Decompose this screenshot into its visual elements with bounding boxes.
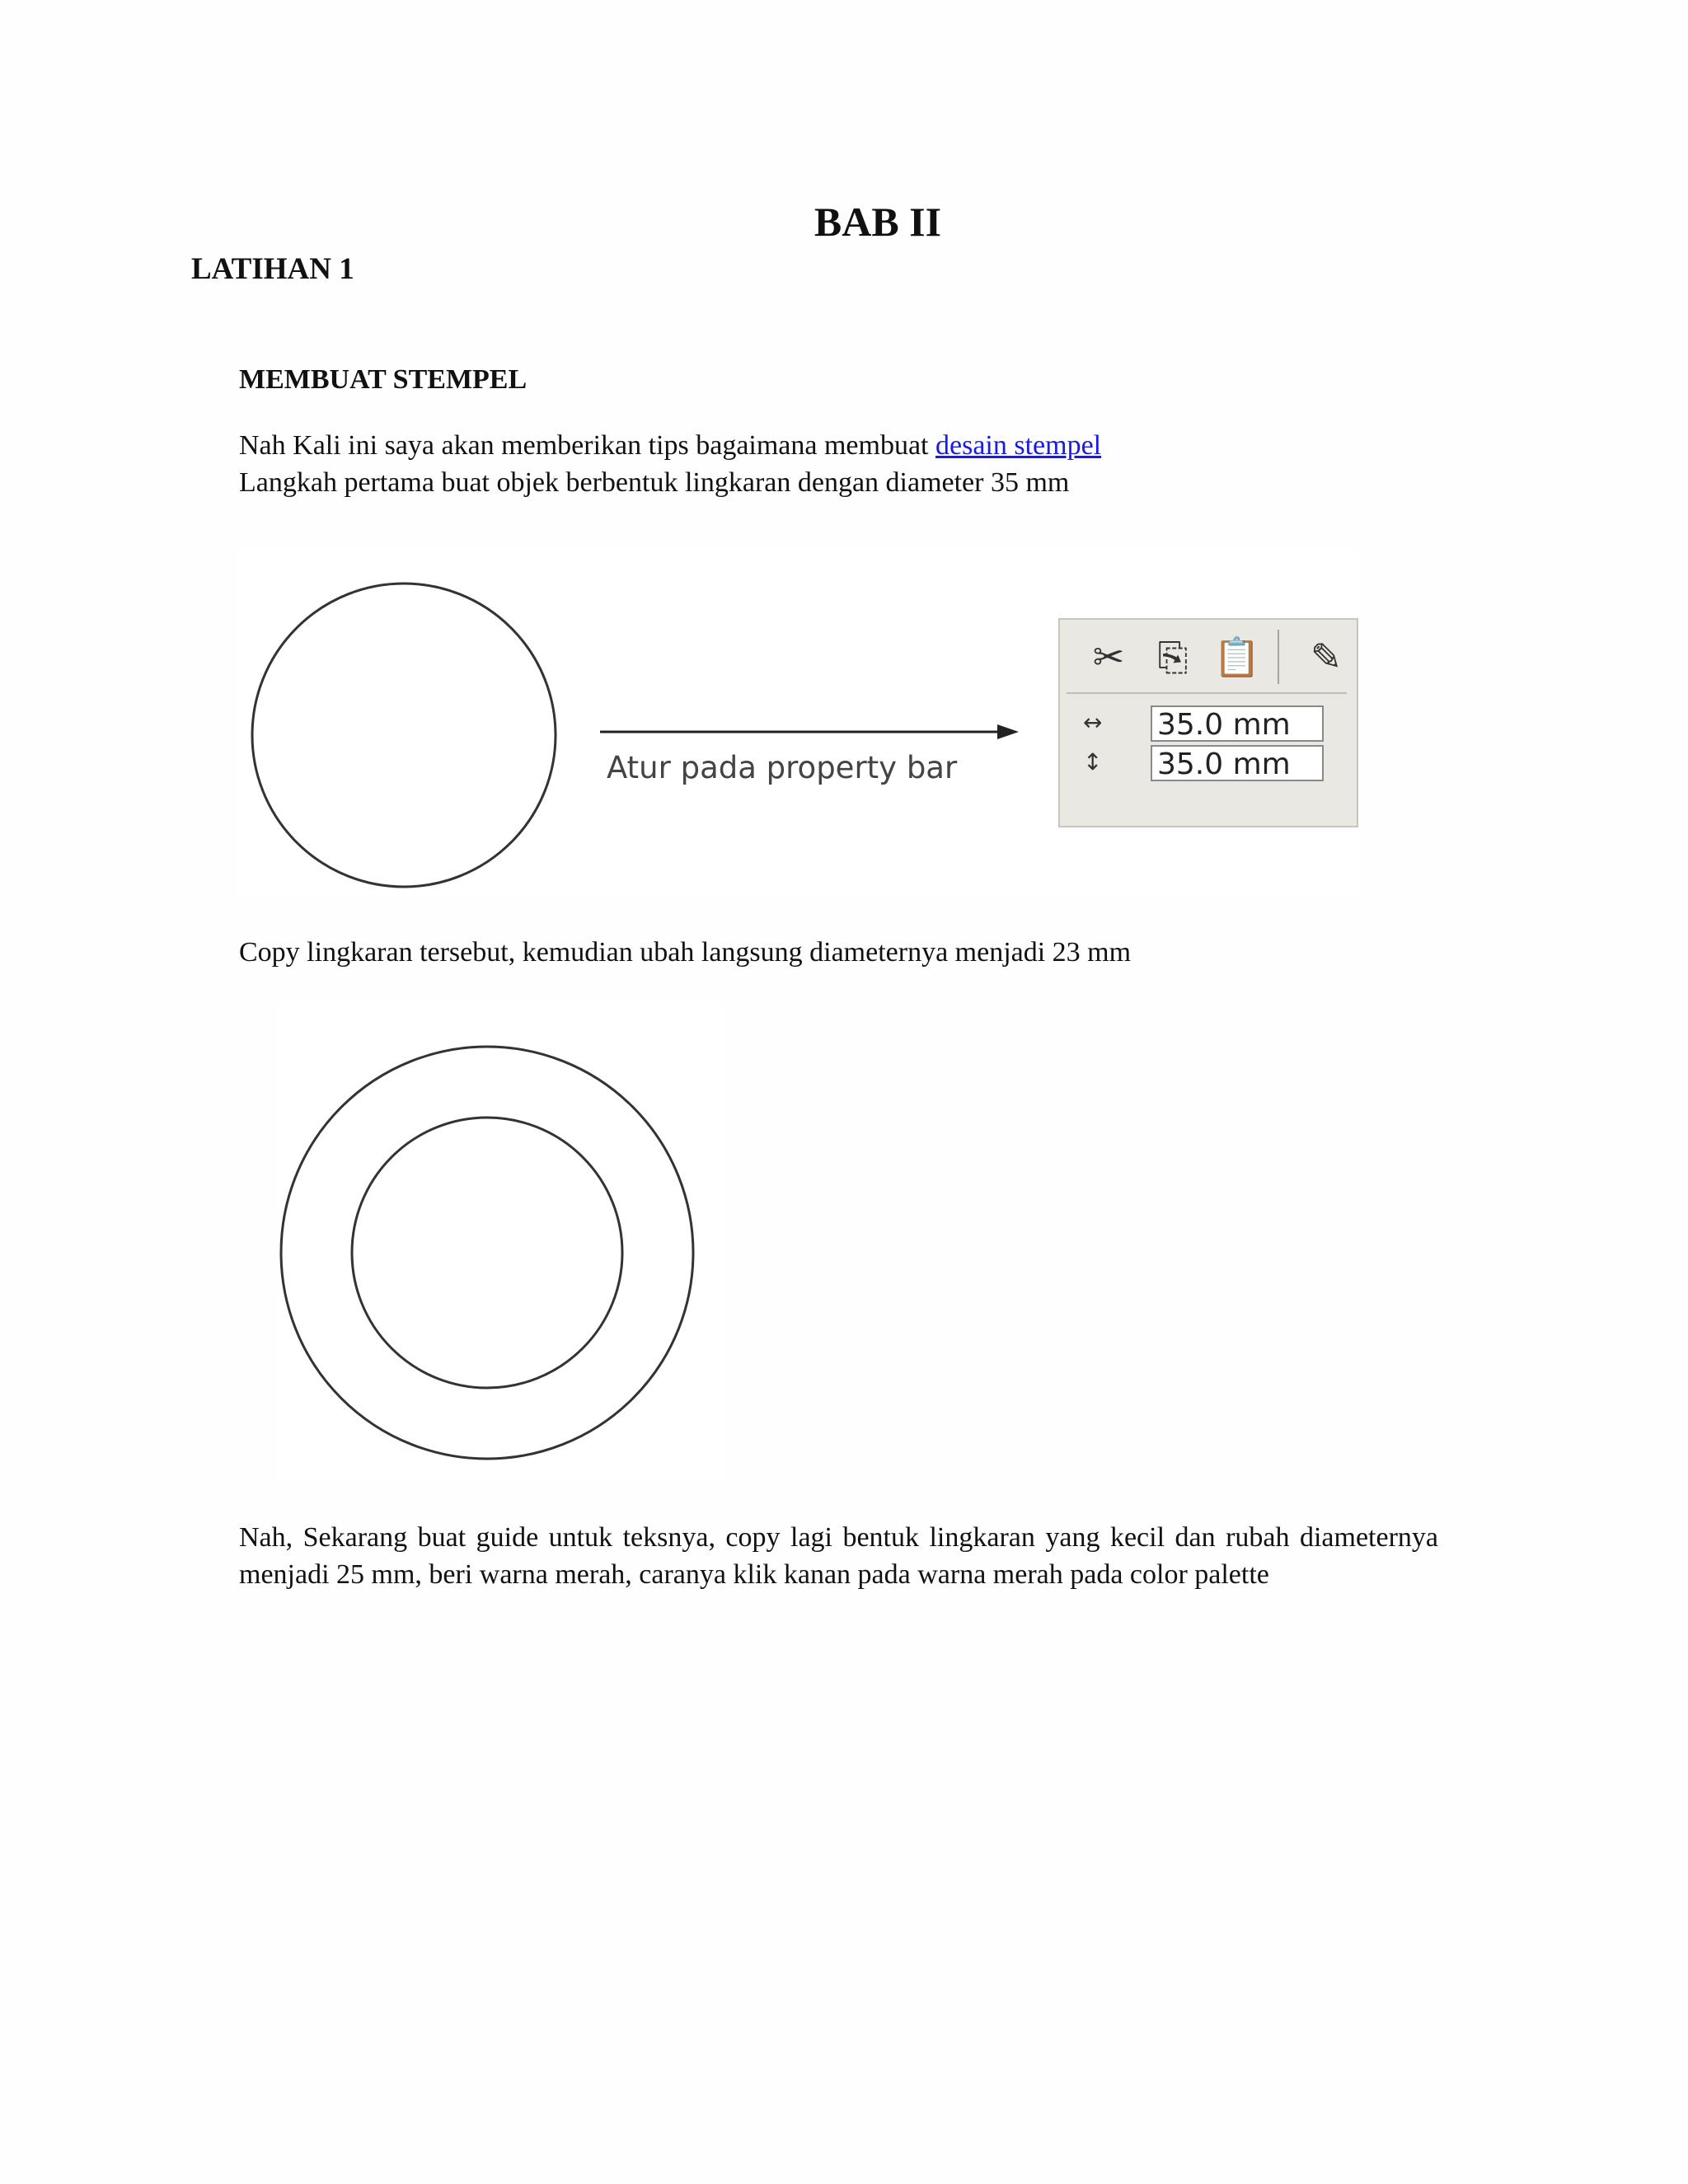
- step1-paragraph: Langkah pertama buat objek berbentuk lingkaran dengan diameter 35 mm: [239, 467, 1070, 498]
- paste-icon[interactable]: 📋: [1213, 635, 1261, 679]
- copy-icon[interactable]: ⎘: [1157, 635, 1189, 679]
- width-icon: ↔: [1083, 709, 1103, 736]
- height-icon: ↕: [1083, 748, 1103, 776]
- width-field[interactable]: 35.0 mm: [1151, 705, 1324, 742]
- outer-circle: [281, 1047, 693, 1459]
- exercise-title: LATIHAN 1: [191, 252, 354, 286]
- step3-paragraph: Nah, Sekarang buat guide untuk teksnya, copy lagi bentuk lingkaran yang kecil dan rubah diameternya menjadi 25 mm, beri warna merah, caranya klik kanan pada warna merah pada color palette: [239, 1522, 1438, 1590]
- step2-paragraph: Copy lingkaran tersebut, kemudian ubah langsung diameternya menjadi 23 mm: [239, 937, 1132, 968]
- property-bar: [1058, 618, 1358, 827]
- import-icon[interactable]: ✎: [1310, 635, 1343, 679]
- figure2-drawing: [277, 1004, 726, 1480]
- arrow-label: Atur pada property bar: [607, 750, 958, 785]
- chapter-title: BAB II: [814, 199, 942, 245]
- toolbar-divider: [1067, 692, 1347, 694]
- figure-concentric-circles: [277, 1004, 726, 1480]
- scissors-icon[interactable]: ✂: [1092, 635, 1125, 679]
- height-field[interactable]: 35.0 mm: [1151, 745, 1324, 781]
- figure-circle-property-bar: [237, 546, 1358, 898]
- desain-stempel-link[interactable]: desain stempel: [935, 430, 1102, 461]
- circle-35mm: [252, 583, 556, 887]
- toolbar-separator: [1278, 630, 1279, 684]
- section-title: MEMBUAT STEMPEL: [239, 364, 528, 395]
- inner-circle: [352, 1118, 622, 1388]
- intro-text: Nah Kali ini saya akan memberikan tips bagaimana membuat: [239, 430, 936, 461]
- arrow-head: [997, 724, 1019, 739]
- intro-paragraph: [239, 427, 1438, 464]
